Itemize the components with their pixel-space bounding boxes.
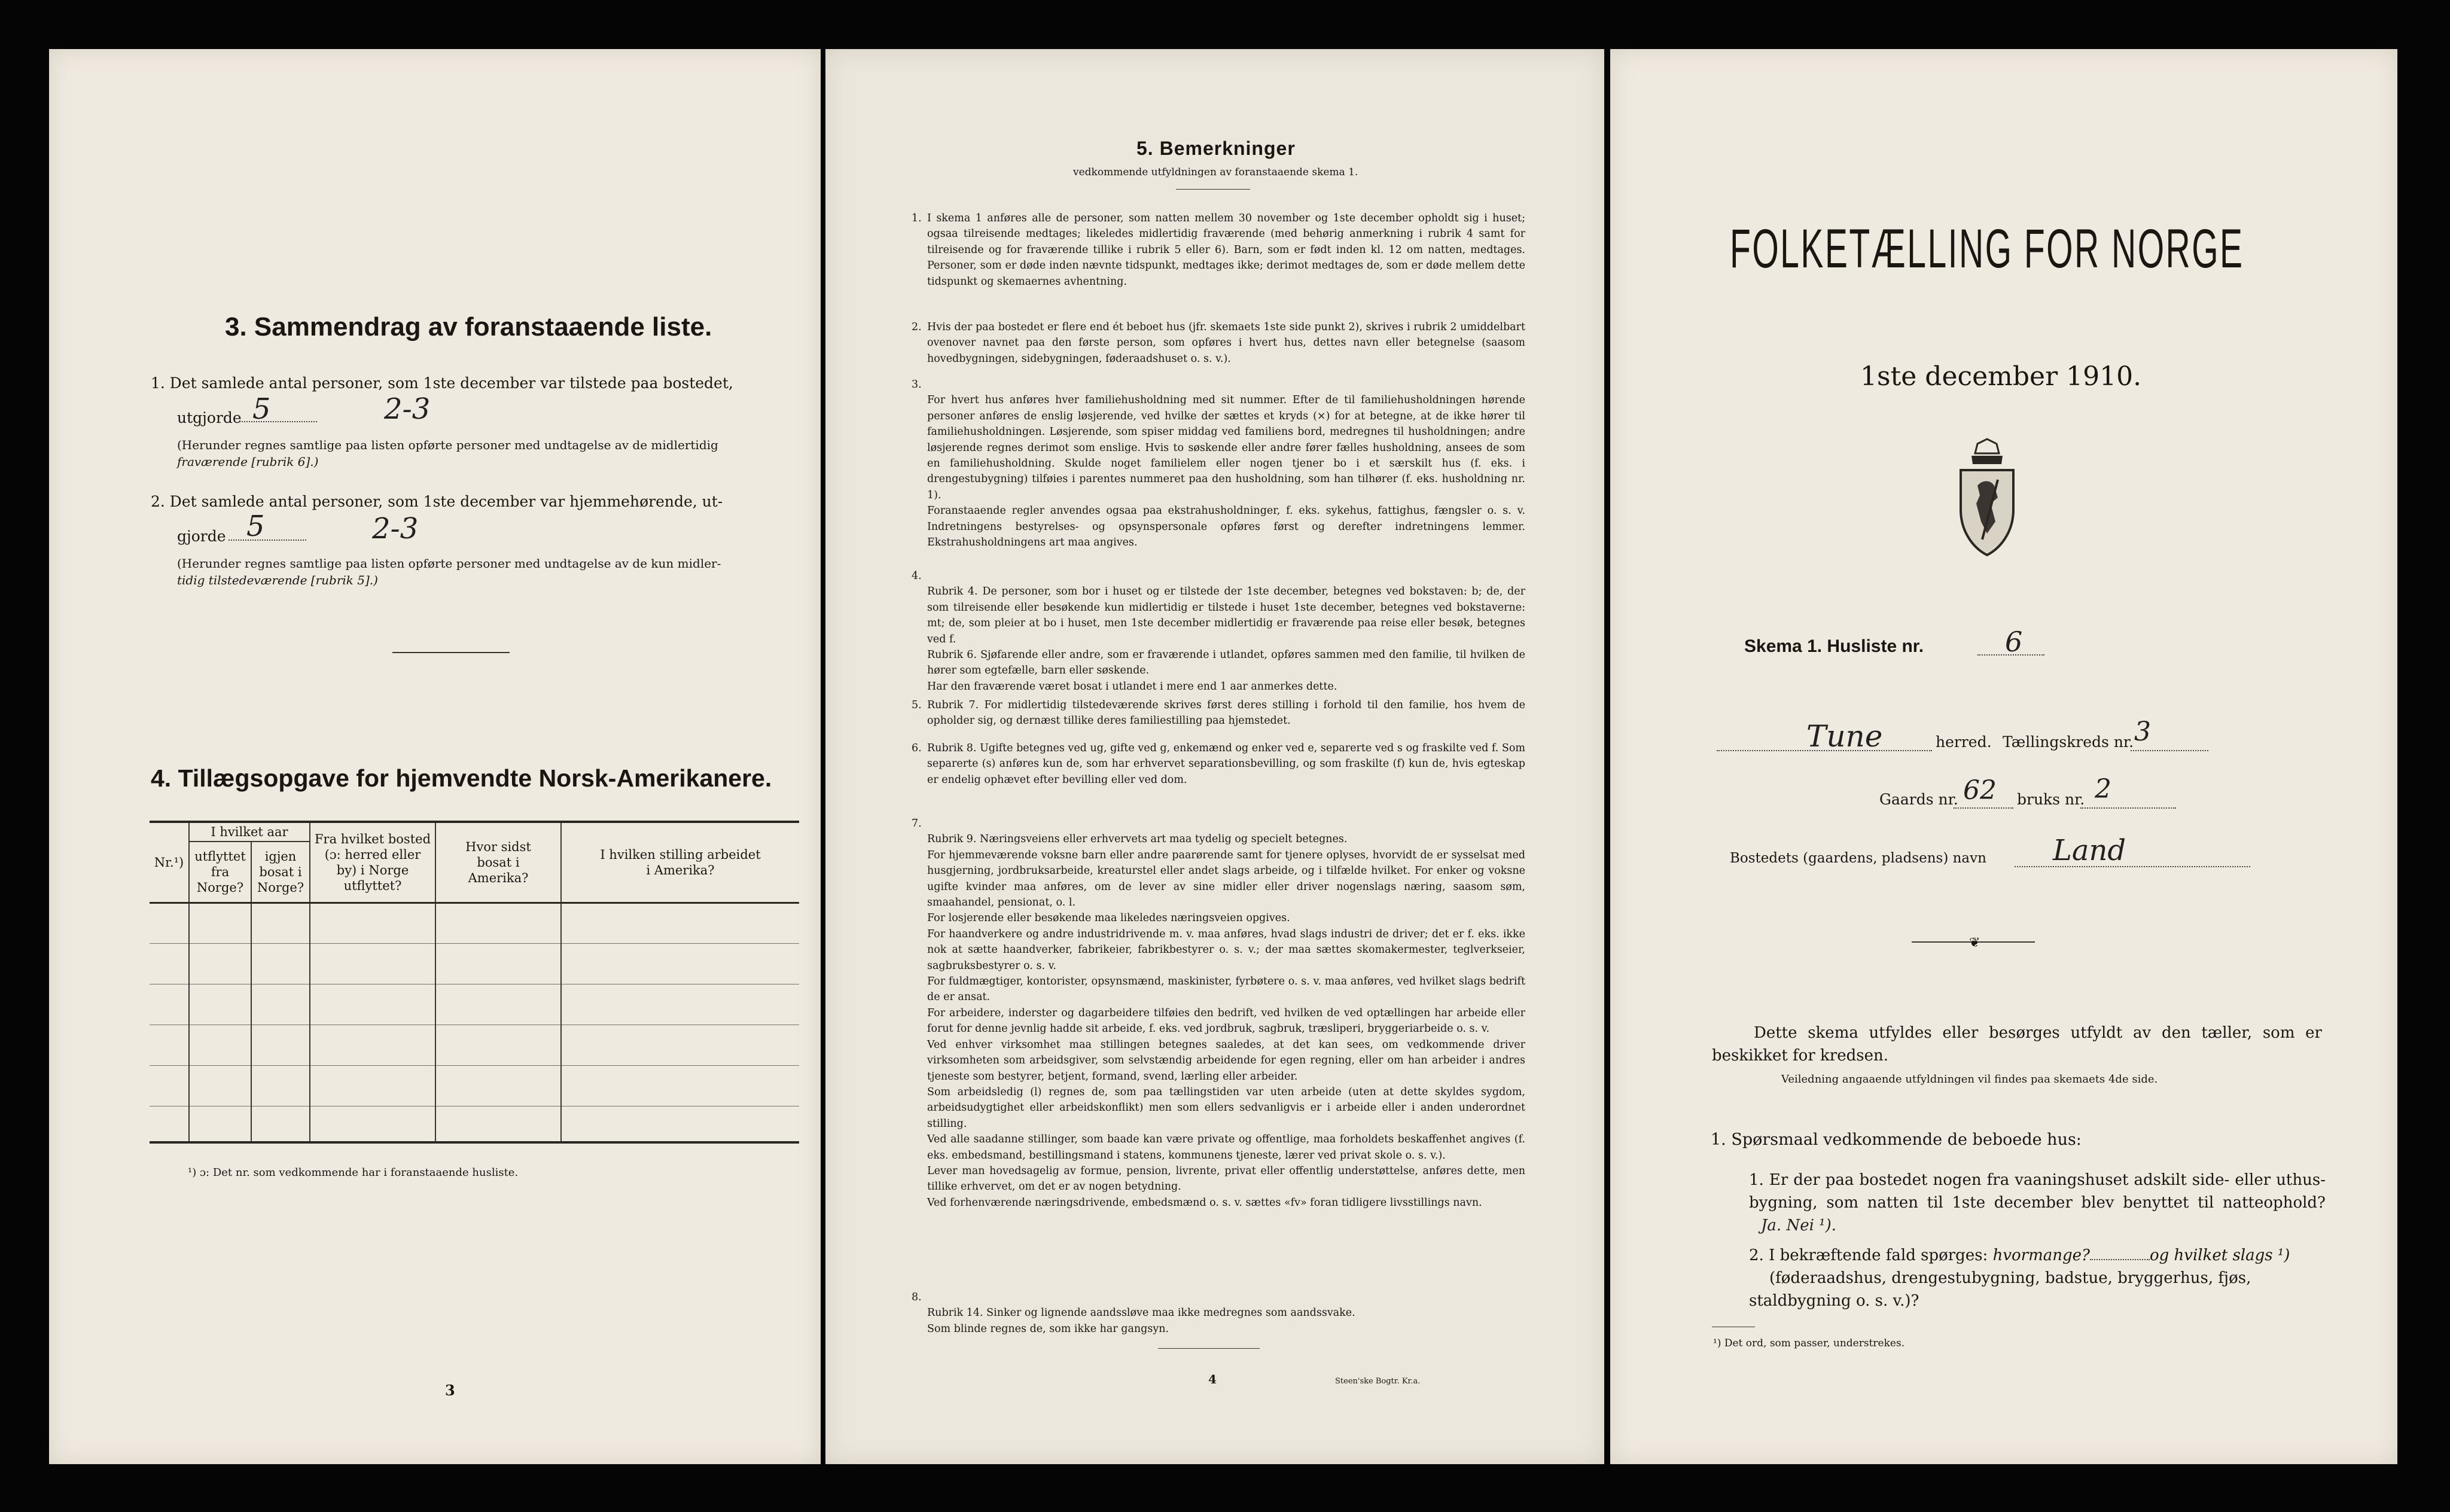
table-row [150,1025,799,1066]
bemerkninger-subtitle: vedkommende utfyldningen av foranstaaende skema 1. [1073,166,1358,178]
page-number: 4 [1208,1372,1217,1386]
item2-prefix: gjorde [177,528,226,545]
skema-label: Skema 1. Husliste nr. [1744,636,1924,656]
page-left [49,49,821,1464]
bemerkning-7: 7. Rubrik 9. Næringsveiens eller erhvervets art maa tydelig og specielt betegnes. For hjemmeværende voksne barn eller andre paarørende samt for tjenere oplyses, hvorvidt de er sysselsat med husgjerning, jordbruksarbeide, kreaturstel eller andet slags arbeide, og i tilfælde hvilket. For enker og voksne ugifte kvinder maa anføres, om de lever av sine midler eller driver nogenslags næring, saasom søm, smaahandel, pensionat, o. l. For losjerende eller besøkende maa likeledes næringsveien opgives. For haandverkere og andre industridrivende m. v. maa anføres, hvad slags industri de driver; det er f. eks. ikke nok at sætte haandverker, fabrikeier, fabrikbestyrer o. s. v.; der maa sættes skomakermester, teglverkseier, sagbruksbestyrer o. s. v. For fuldmægtiger, kontorister, opsynsmænd, maskinister, fyrbøtere o. s. v. maa anføres, ved hvilket slags bedrift de er ansat. For arbeidere, inderster og dagarbeidere tilføies den bedrift, ved hvilken de ved optællingen har arbeide eller forut for denne jevnlig hadde sit arbeide, f. eks. ved jordbruk, sagbruk, træsliperi, bryggeriarbeide o. s. v. Ved enhver virksomhet maa stillingen betegnes saaledes, at det kan sees, om vedkommende driver virksomheten som arbeidsgiver, som selvstændig arbeidende for egen regning, eller om han arbeider i andres tjeneste som bestyrer, betjent, formand, svend, lærling eller arbeider. Som arbeidsledig (l) regnes de, som paa tællingstiden var uten arbeide (uten at dette skyldes sygdom, arbeidsudygtighet eller arbeidskonflikt) men som ellers sedvanligvis er i arbeide eller i anden underordnet stilling. Ved alle saadanne stillinger, som baade kan være private og offentlige, maa forholdets beskaffenhet angives (f. eks. embedsmand, bestillingsmand i statens, kommunens tjeneste, lærer ved privat skole o. s. v.). Lever man hovedsagelig av formue, pension, livrente, privat eller offentlig understøttelse, anføres dette, men tillike erhvervet, om det er av nogen betydning. Ved forhenværende næringsdrivende, embedsmænd o. s. v. sættes «fv» foran tidligere livsstillings navn. [912,818,1525,1209]
herred-label: herred. [1936,733,1992,751]
husliste-nr: 6 [2005,626,2023,658]
bemerkning-3: 3. For hvert hus anføres hver familiehusholdning med sit nummer. Efter de til familiehusholdningen hørende personer anføres de enslig løsjerende, ved hvilke der sættes et kryds (×) for at betegne, at de ikke hører til familiehusholdningen. Løsjerende, som spiser middag ved familiens bord, medregnes til husholdningen; andre løsjerende regnes derimot som enslige. Hvis to søskende eller andre fører fælles husholdning, ansees de som en familiehusholdning. Skulde noget familielem eller nogen tjener bo i et særskilt hus (f. eks. i drengestubygning) tilføies i parentes nummeret paa den husholdning, som han tilhører (f. eks. husholdning nr. 1). Foranstaaende regler anvendes ogsaa paa ekstrahusholdninger, f. eks. sykehus, fattighus, fængsler o. s. v. Indretningens bestyrelses- og opsynspersonale opføres først og derefter indretningens lemmer. Ekstrahusholdningens art maa angives. [912,379,1525,549]
table-row [150,1066,799,1106]
item2-note1: (Herunder regnes samtlige paa listen opførte personer med undtagelse av de kun midler- [177,556,721,571]
col-fra-bosted: Fra hvilket bosted (ɔ: herred eller by) i Norge utflyttet? [310,822,435,903]
bemerkning-4: 4. Rubrik 4. De personer, som bor i huset og er tilstede der 1ste december, betegnes ved bokstaven: b; de, der som tilreisende eller besøkende kun midlertidig er tilstede i huset 1ste december, betegnes ved bokstaverne: mt; de, som pleier at bo i huset, men 1ste december midlertidig er fraværende paa reise eller besøk, betegnes ved f. Rubrik 6. Sjøfarende eller andre, som er fraværende i utlandet, opføres sammen med den familie, til hvilken de hører som egtefælle, barn eller søskende. Har den fraværende været bosat i utlandet i mere end 1 aar anmerkes dette. [912,570,1525,693]
printer-imprint: Steen'ske Bogtr. Kr.a. [1335,1377,1421,1386]
table-row [150,903,799,943]
herred-value: Tune [1806,719,1883,754]
table-row [150,943,799,984]
norway-coat-of-arms-icon [1954,438,2021,557]
bosted-label: Bostedets (gaardens, pladsens) navn [1730,850,1986,866]
bruks-value: 2 [2095,774,2111,804]
kreds-dotline [2131,750,2208,751]
intro-text: Dette skema utfyldes eller besørges utfyldt av den tæller, som er beskikket for kredsen. [1712,1024,2322,1065]
page-right [1610,49,2397,1464]
col-sidst-bosat: Hvor sidst bosat i Amerika? [435,822,561,903]
item1-note2: fraværende [rubrik 6].) [177,455,319,469]
page-number: 3 [445,1382,455,1399]
bosted-value: Land [2053,834,2126,867]
gaards-dotline [1954,807,2013,809]
item2-line1: 2. Det samlede antal personer, som 1ste december var hjemmehørende, ut- [151,493,723,510]
page3-footnote: ¹) Det ord, som passer, understrekes. [1713,1337,1905,1349]
q1-options: Ja. Nei ¹). [1761,1217,1837,1234]
bemerkning-5: 5. Rubrik 7. For midlertidig tilstedeværende skrives først deres stilling i forhold til den familie, hos hvem de opholder sig, og dernæst tillike deres familiestilling paa hjemstedet. [912,699,1525,727]
census-date: 1ste december 1910. [1860,361,2142,392]
bruks-label: bruks nr. [2017,791,2085,808]
item1-extra: 2-3 [384,392,431,426]
questions-title: 1. Spørsmaal vedkommende de beboede hus: [1711,1130,2082,1149]
bemerkning-1: 1. I skema 1 anføres alle de personer, som natten mellem 30 november og 1ste december opholdt sig i huset; ogsaa tilreisende medtages; likeledes midlertidig fraværende (med behørig anmerkning i rubrik 4 samt for tilreisende og for fraværende tillike i rubrik 5 eller 6). Barn, som er født inden kl. 12 om natten, medtages. Personer, som er døde inden nævnte tidspunkt, medtages ikke; derimot medtages de, som er døde mellem dette tidspunkt og skemaernes avhentning. [912,212,1525,288]
col-igjen-bosat: igjen bosat i Norge? [251,842,310,903]
end-rule [1158,1348,1260,1349]
subtitle-rule [1176,189,1250,190]
gaards-label: Gaards nr. [1879,791,1958,808]
col-stilling: I hvilken stilling arbeidet i Amerika? [561,822,799,903]
bosted-dotline [2015,866,2250,867]
item2-value: 5 [246,510,265,543]
table-row [150,1106,799,1142]
section3-title: 3. Sammendrag av foranstaaende liste. [225,312,712,342]
kreds-value: 3 [2134,717,2151,747]
question-1: 1. Er der paa bostedet nogen fra vaaningshuset adskilt side- eller uthus-bygning, som natten til 1ste december blev benyttet til natteophold? Ja. Nei ¹). [1749,1171,2326,1234]
intro-note: Veiledning angaaende utfyldningen vil findes paa skemaets 4de side. [1781,1073,2158,1086]
section4-footnote: ¹) ɔ: Det nr. som vedkommende har i foranstaaende husliste. [188,1166,519,1179]
bemerkning-8: 8. Rubrik 14. Sinker og lignende aandssløve maa ikke medregnes som aandssvake. Som blinde regnes de, som ikke har gangsyn. [912,1291,1355,1335]
bemerkninger-title: 5. Bemerkninger [1136,138,1296,159]
main-title: FOLKETÆLLING FOR NORGE [1730,218,2244,279]
item1-note1: (Herunder regnes samtlige paa listen opførte personer med undtagelse av de midlertidig [177,438,718,452]
kreds-label: Tællingskreds nr. [2003,733,2134,751]
ornament-icon: ❦ [1969,935,1980,950]
item2-extra: 2-3 [372,512,419,545]
item1-value: 5 [252,392,271,426]
item1-prefix: utgjorde [177,409,242,426]
item2-note2: tidig tilstedeværende [rubrik 5].) [177,573,378,587]
divider [392,652,510,653]
page-middle [825,49,1604,1464]
question-2: 2. I bekræftende fald spørges: hvormange? og hvilket slags ¹) (føderaadshus, drengestubygning, badstue, bryggerhus, fjøs, staldbygning o. s. v.)? [1749,1246,2290,1310]
item1-line1: 1. Det samlede antal personer, som 1ste december var tilstede paa bostedet, [151,374,733,392]
gaards-value: 62 [1963,775,1997,806]
section4-title: 4. Tillægsopgave for hjemvendte Norsk-Amerikanere. [151,764,772,792]
bemerkning-2: 2. Hvis der paa bostedet er flere end ét beboet hus (jfr. skemaets 1ste side punkt 2), skrives i rubrik 2 umiddelbart ovenover navnet paa den første person, som opføres i hvert hus, dettes navn eller betegnelse (saasom hovedbygningen, sidebygningen, føderaadshuset o. s. v.). [912,321,1525,365]
item1-dotline [239,421,317,422]
table-row [150,984,799,1025]
col-utflyttet: utflyttet fra Norge? [189,842,251,903]
col-group-header: I hvilket aar [189,822,310,842]
bemerkning-6: 6. Rubrik 8. Ugifte betegnes ved ug, gifte ved g, enkemænd og enker ved e, separerte ved s og fraskilte ved f. Som separerte (s) anføres kun de, som har erhvervet separationsbevilling, og som fraskilte (f) kun de, hvis egteskap er endelig ophævet efter bevilling eller ved dom. [912,742,1525,786]
col-nr: Nr.¹) [150,822,189,903]
tillaeg-table [150,821,799,1144]
bruks-dotline [2080,807,2176,809]
item2-dotline [228,539,306,541]
